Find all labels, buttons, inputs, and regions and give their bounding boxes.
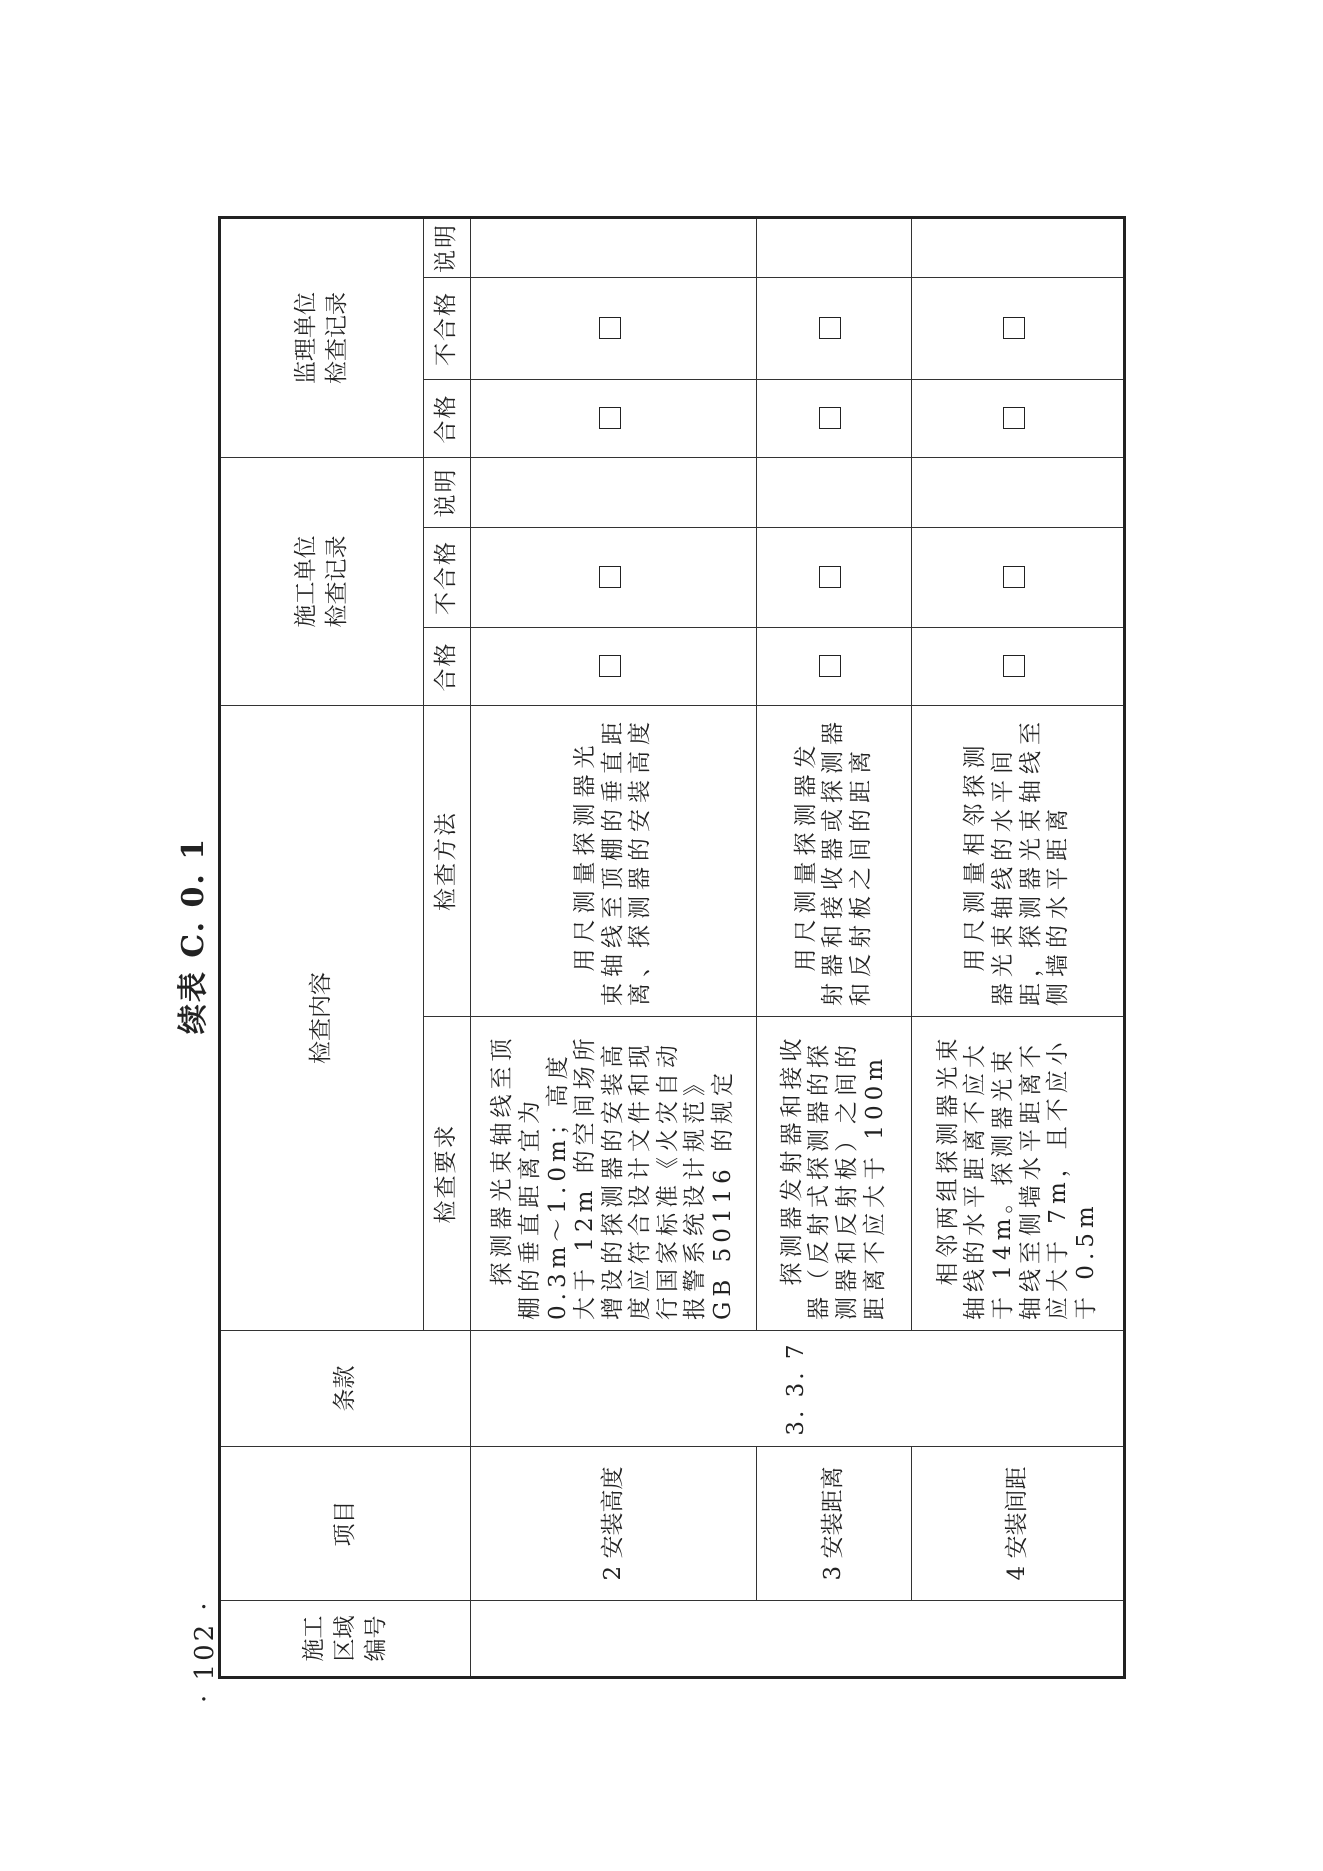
contractor-fail-cell: [912, 528, 1125, 628]
contractor-note-cell: [471, 458, 757, 528]
table-caption: 续表 C. 0. 1: [176, 836, 211, 1035]
checkbox[interactable]: [599, 567, 621, 589]
requirement-cell: 探测器光束轴线至顶棚的垂直距离宜为 0.3m～1.0m；高度大于 12m 的空间场所增设的探测器的安装高度应符合设计文件和现行国家标准《火灾自动报警系统设计规范》GB 50116 的规定: [471, 1017, 757, 1331]
area-header: 施工 区域 编号: [220, 1601, 471, 1678]
supervisor-fail-cell: [471, 278, 757, 380]
table-row: [757, 217, 912, 1677]
inspection-table: [218, 216, 1126, 1679]
item-header: 项目: [220, 1447, 471, 1601]
supervisor-fail-header: 不合格: [424, 278, 471, 380]
requirement-cell: 探测器发射器和接收器（反射式探测器的探测器和反射板）之间的距离不应大于 100m: [757, 1017, 912, 1331]
contractor-fail-cell: [757, 528, 912, 628]
method-cell: 用尺测量探测器发射器和接收器或探测器和反射板之间的距离: [757, 706, 912, 1017]
supervisor-header: 监理单位 检查记录: [220, 217, 424, 457]
supervisor-pass-cell: [757, 380, 912, 458]
item-cell: 4 安装间距: [912, 1447, 1125, 1601]
contractor-pass-cell: [471, 628, 757, 706]
checkbox[interactable]: [819, 318, 841, 340]
checkbox[interactable]: [1003, 656, 1025, 678]
checkbox[interactable]: [599, 408, 621, 430]
supervisor-fail-cell: [757, 278, 912, 380]
supervisor-pass-header: 合格: [424, 380, 471, 458]
contractor-pass-cell: [757, 628, 912, 706]
item-cell: 3 安装距离: [757, 1447, 912, 1601]
checkbox[interactable]: [1003, 408, 1025, 430]
checkbox[interactable]: [1003, 567, 1025, 589]
contractor-note-header: 说明: [424, 458, 471, 528]
contractor-pass-cell: [912, 628, 1125, 706]
content-header: 检查内容: [220, 706, 424, 1331]
clause-cell: 3. 3. 7: [471, 1331, 1125, 1447]
contractor-header: 施工单位 检查记录: [220, 458, 424, 706]
clause-header: 条款: [220, 1331, 471, 1447]
checkbox[interactable]: [599, 318, 621, 340]
requirement-header: 检查要求: [424, 1017, 471, 1331]
supervisor-note-cell: [471, 217, 757, 277]
checkbox[interactable]: [819, 408, 841, 430]
area-cell: [471, 1601, 1125, 1678]
page-number: · 102 ·: [190, 1599, 220, 1703]
checkbox[interactable]: [599, 656, 621, 678]
method-cell: 用尺测量相邻探测器光束轴线的水平间距，探测器光束轴线至侧墙的水平距离: [912, 706, 1125, 1017]
method-header: 检查方法: [424, 706, 471, 1017]
item-cell: 2 安装高度: [471, 1447, 757, 1601]
contractor-note-cell: [757, 458, 912, 528]
table-row: [471, 217, 757, 1677]
checkbox[interactable]: [1003, 318, 1025, 340]
supervisor-note-cell: [757, 217, 912, 277]
supervisor-fail-cell: [912, 278, 1125, 380]
checkbox[interactable]: [819, 656, 841, 678]
supervisor-note-cell: [912, 217, 1125, 277]
requirement-cell: 相邻两组探测器光束轴线的水平距离不应大于 14m。探测器光束轴线至侧墙水平距离不应大于 7m，且不应小于 0.5m: [912, 1017, 1125, 1331]
header-row-1: [220, 217, 309, 1677]
table-row: [912, 217, 1125, 1677]
supervisor-pass-cell: [912, 380, 1125, 458]
supervisor-pass-cell: [471, 380, 757, 458]
method-cell: 用尺测量探测器光束轴线至顶棚的垂直距离、探测器的安装高度: [471, 706, 757, 1017]
checkbox[interactable]: [819, 567, 841, 589]
contractor-fail-cell: [471, 528, 757, 628]
contractor-note-cell: [912, 458, 1125, 528]
contractor-pass-header: 合格: [424, 628, 471, 706]
contractor-fail-header: 不合格: [424, 528, 471, 628]
supervisor-note-header: 说明: [424, 217, 471, 277]
